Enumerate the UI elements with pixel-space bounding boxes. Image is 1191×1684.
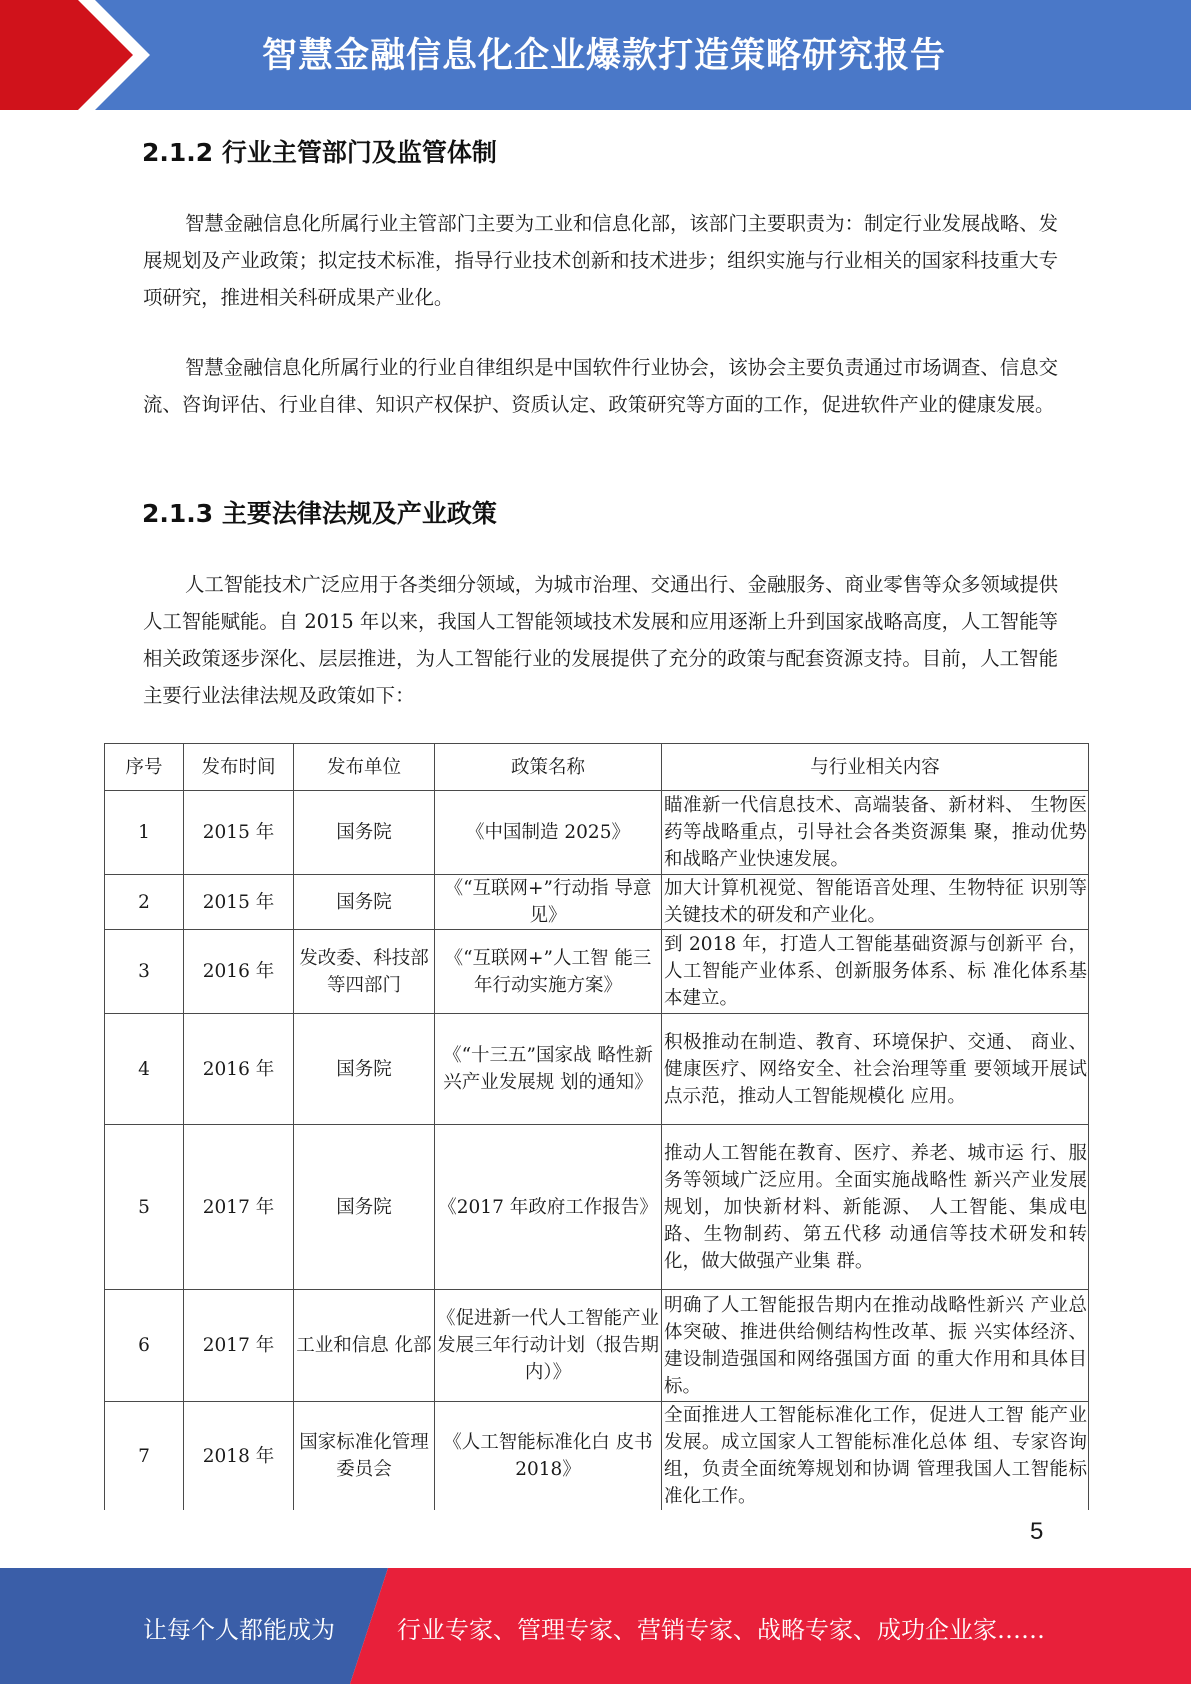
report-title: 智慧金融信息化企业爆款打造策略研究报告 [262,36,947,76]
cell-policy-name: 《“互联网+”行动指 导意见》 [435,875,662,930]
cell-date: 2017 年 [184,1125,294,1290]
table-row [105,930,1089,1014]
cell-org: 发改委、科技部等四部门 [294,930,435,1014]
cell-org: 国务院 [294,1125,435,1290]
footer-slogan-left: 让每个人都能成为 [143,1616,335,1644]
cell-org: 国务院 [294,875,435,930]
cell-policy-name: 《“十三五”国家战 略性新兴产业发展规 划的通知》 [435,1014,662,1125]
cell-date: 2018 年 [184,1402,294,1511]
header-content: 与行业相关内容 [662,744,1089,791]
section-heading-2-1-3: 2.1.3 主要法律法规及产业政策 [142,499,497,528]
paragraph-regulator: 智慧金融信息化所属行业主管部门主要为工业和信息化部，该部门主要职责为：制定行业发展战略、发展规划及产业政策；拟定技术标准，指导行业技术创新和技术进步；组织实施与行业相关的国家科技重大专项研究，推进相关科研成果产业化。 [143,212,1058,309]
cell-org: 国务院 [294,791,435,875]
cell-content: 全面推进人工智能标准化工作，促进人工智 能产业发展。成立国家人工智能标准化总体 组、专家咨询组，负责全面统筹规划和协调 管理我国人工智能标准化工作。 [662,1402,1089,1511]
policy-table [104,743,1089,1510]
cell-content: 积极推动在制造、教育、环境保护、交通、 商业、健康医疗、网络安全、社会治理等重 要领域开展试点示范，推动人工智能规模化 应用。 [662,1014,1089,1125]
cell-policy-name: 《促进新一代人工智能产业发展三年行动计划（报告期内）》 [435,1290,662,1402]
cell-date: 2016 年 [184,930,294,1014]
paragraph-self-regulation: 智慧金融信息化所属行业的行业自律组织是中国软件行业协会，该协会主要负责通过市场调查、信息交流、咨询评估、行业自律、知识产权保护、资质认定、政策研究等方面的工作，促进软件产业的健康发展。 [143,356,1058,416]
header-red-arrow [0,0,150,110]
cell-no: 2 [105,875,184,930]
table-row [105,1125,1089,1290]
cell-no: 6 [105,1290,184,1402]
cell-no: 3 [105,930,184,1014]
cell-content: 明确了人工智能报告期内在推动战略性新兴 产业总体突破、推进供给侧结构性改革、振 兴实体经济、建设制造强国和网络强国方面 的重大作用和具体目标。 [662,1290,1089,1402]
cell-org: 工业和信息 化部 [294,1290,435,1402]
cell-content: 加大计算机视觉、智能语音处理、生物特征 识别等关键技术的研发和产业化。 [662,875,1089,930]
footer-banner [0,1568,1191,1684]
cell-org: 国家标准化管理委员会 [294,1402,435,1511]
table-row [105,1402,1089,1511]
section-heading-2-1-2: 2.1.2 行业主管部门及监管体制 [142,138,497,167]
cell-no: 4 [105,1014,184,1125]
table-row [105,1014,1089,1125]
cell-no: 7 [105,1402,184,1511]
cell-date: 2015 年 [184,875,294,930]
table-row [105,1290,1089,1402]
cell-org: 国务院 [294,1014,435,1125]
table-header-row [105,744,1089,791]
cell-no: 5 [105,1125,184,1290]
cell-policy-name: 《人工智能标准化白 皮书 2018》 [435,1402,662,1511]
cell-content: 到 2018 年，打造人工智能基础资源与创新平 台，人工智能产业体系、创新服务体系、标 准化体系基本建立。 [662,930,1089,1014]
cell-date: 2015 年 [184,791,294,875]
cell-date: 2017 年 [184,1290,294,1402]
header-org: 发布单位 [294,744,435,791]
header-banner [0,0,1191,110]
cell-policy-name: 《2017 年政府工作报告》 [435,1125,662,1290]
cell-policy-name: 《“互联网+”人工智 能三年行动实施方案》 [435,930,662,1014]
page-number: 5 [1030,1518,1044,1545]
header-policy-name: 政策名称 [435,744,662,791]
footer-slogan-right: 行业专家、管理专家、营销专家、战略专家、成功企业家…… [397,1616,1045,1644]
cell-content: 推动人工智能在教育、医疗、养老、城市运 行、服务等领域广泛应用。全面实施战略性 新兴产业发展规划，加快新材料、新能源、 人工智能、集成电路、生物制药、第五代移 动通信等技术研发和转化，做大做强产业集 群。 [662,1125,1089,1290]
header-date: 发布时间 [184,744,294,791]
header-no: 序号 [105,744,184,791]
cell-date: 2016 年 [184,1014,294,1125]
table-row [105,875,1089,930]
cell-no: 1 [105,791,184,875]
table-row [105,791,1089,875]
cell-policy-name: 《中国制造 2025》 [435,791,662,875]
cell-content: 瞄准新一代信息技术、高端装备、新材料、 生物医药等战略重点，引导社会各类资源集 聚，推动优势和战略产业快速发展。 [662,791,1089,875]
paragraph-ai-policy: 人工智能技术广泛应用于各类细分领域，为城市治理、交通出行、金融服务、商业零售等众多领域提供人工智能赋能。自 2015 年以来，我国人工智能领域技术发展和应用逐渐上升到国家战略高度，人工智能等相关政策逐步深化、层层推进，为人工智能行业的发展提供了充分的政策与配套资源支持。目前，人工智能主要行业法律法规及政策如下： [143,573,1058,707]
